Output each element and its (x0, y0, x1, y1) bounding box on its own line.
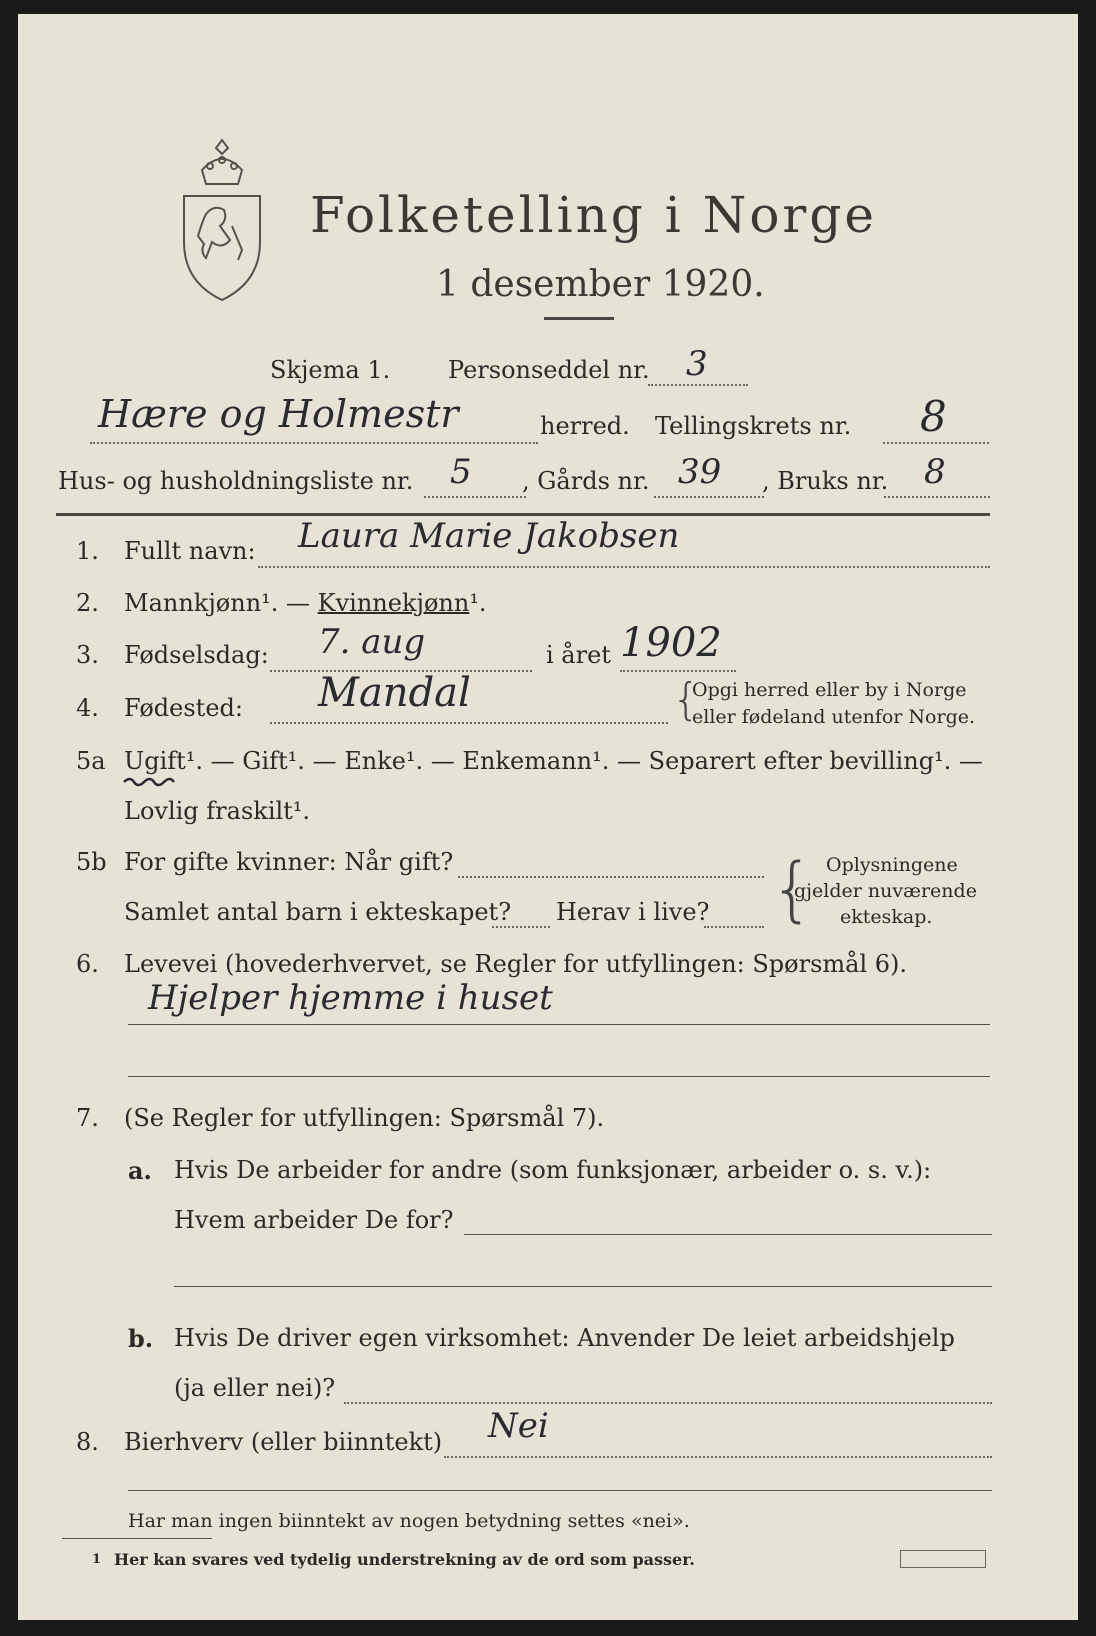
tellingskrets-label: Tellingskrets nr. (655, 412, 852, 440)
q5b-note-line1: Oplysningene (826, 854, 958, 876)
herav-label: Herav i live? (556, 898, 710, 926)
ugift-option[interactable]: Ugift (124, 747, 186, 775)
q5b-line1: For gifte kvinner: Når gift? (124, 848, 454, 876)
hired-help-line (344, 1402, 992, 1404)
q8-label: Bierhverv (eller biinntekt) (124, 1428, 443, 1456)
gards-label: , Gårds nr. (522, 467, 650, 495)
q2-number: 2. (76, 589, 99, 617)
hus-value[interactable]: 5 (450, 452, 472, 492)
herred-line (90, 442, 538, 444)
gards-line (654, 496, 764, 498)
q5b-number: 5b (76, 848, 107, 876)
bruks-label: , Bruks nr. (762, 467, 889, 495)
birthplace-value[interactable]: Mandal (318, 670, 471, 716)
q4-label: Fødested: (124, 694, 243, 722)
title-divider (544, 317, 614, 320)
printer-stamp (900, 1550, 986, 1568)
mannkjonn-option[interactable]: Mannkjønn¹. — Kvinnekjønn¹. (124, 589, 487, 617)
q1-number: 1. (76, 537, 99, 565)
q4-line (270, 722, 668, 724)
birth-year-value[interactable]: 1902 (620, 620, 722, 666)
q5b-line2: Samlet antal barn i ekteskapet? (124, 898, 512, 926)
herav-line (704, 926, 764, 928)
full-name-value[interactable]: Laura Marie Jakobsen (298, 516, 680, 556)
q7b-line1: Hvis De driver egen virksomhet: Anvender De leiet arbeidshjelp (174, 1324, 955, 1352)
tellingskrets-value[interactable]: 8 (920, 392, 947, 441)
hus-label: Hus- og husholdningsliste nr. (58, 467, 414, 495)
q8-number: 8. (76, 1428, 99, 1456)
q5b-brace: { (770, 848, 815, 930)
q6-line1 (128, 1024, 990, 1025)
q5b-note-line3: ekteskap. (840, 906, 933, 928)
ugift-underline-mark (122, 776, 182, 790)
q4-note-line1: Opgi herred eller by i Norge (692, 679, 967, 701)
q5b-note-line2: gjelder nuværende (794, 880, 977, 902)
bruks-line (884, 496, 990, 498)
q7b-letter: b. (128, 1324, 154, 1353)
marital-status-options: Ugift¹. — Gift¹. — Enke¹. — Enkemann¹. — Separert efter bevilling¹. — (124, 747, 983, 775)
q1-line (258, 566, 990, 568)
married-when-line (458, 876, 764, 878)
tellingskrets-line (883, 442, 989, 444)
q7a-line-extra (174, 1286, 992, 1287)
skjema-label: Skjema 1. (270, 356, 391, 384)
lovlig-fraskilt-option[interactable]: Lovlig fraskilt¹. (124, 797, 311, 825)
herred-value[interactable]: Hære og Holmestr (98, 392, 459, 436)
q6-label: Levevei (hovederhvervet, se Regler for utfyllingen: Spørsmål 6). (124, 950, 908, 978)
children-count-line (492, 926, 550, 928)
personseddel-line (648, 384, 748, 386)
employer-line (464, 1234, 992, 1235)
q4-number: 4. (76, 694, 99, 722)
q7a-line1: Hvis De arbeider for andre (som funksjonær, arbeider o. s. v.): (174, 1156, 932, 1184)
q4-brace: { (672, 674, 700, 725)
form-title: Folketelling i Norge (310, 186, 877, 244)
q5a-number: 5a (76, 747, 106, 775)
q3-number: 3. (76, 641, 99, 669)
year-label: i året (546, 641, 611, 669)
side-income-value[interactable]: Nei (488, 1406, 549, 1446)
personseddel-label: Personseddel nr. (448, 356, 650, 384)
nei-note: Har man ingen biinntekt av nogen betydning settes «nei». (128, 1510, 690, 1532)
q7a-letter: a. (128, 1156, 152, 1185)
census-date: 1 desember 1920. (436, 264, 765, 305)
q6-line2 (128, 1076, 990, 1077)
bruks-value[interactable]: 8 (924, 452, 946, 492)
q3-label: Fødselsdag: (124, 641, 269, 669)
personseddel-value[interactable]: 3 (686, 344, 708, 384)
census-form (18, 14, 1078, 1620)
q8-line (444, 1456, 992, 1458)
q4-note-line2: eller fødeland utenfor Norge. (692, 706, 976, 728)
year-line (620, 670, 736, 672)
q6-number: 6. (76, 950, 99, 978)
footnote-mark: 1 (92, 1552, 102, 1567)
q7b-line2: (ja eller nei)? (174, 1374, 336, 1402)
coat-of-arms-icon (178, 136, 266, 304)
footnote-rule (62, 1538, 212, 1539)
q1-label: Fullt navn: (124, 537, 256, 565)
occupation-value[interactable]: Hjelper hjemme i huset (148, 978, 553, 1018)
q7-number: 7. (76, 1104, 99, 1132)
gards-value[interactable]: 39 (678, 452, 722, 492)
hus-line (424, 496, 526, 498)
kvinnekjonn-option[interactable]: Kvinnekjønn (317, 589, 470, 617)
q7-label: (Se Regler for utfyllingen: Spørsmål 7). (124, 1104, 605, 1132)
q7a-line2: Hvem arbeider De for? (174, 1206, 454, 1234)
q8-line2 (128, 1490, 992, 1491)
footnote-text: Her kan svares ved tydelig understrekning av de ord som passer. (114, 1550, 695, 1569)
herred-label: herred. (540, 412, 630, 440)
birthday-value[interactable]: 7. aug (318, 622, 426, 662)
